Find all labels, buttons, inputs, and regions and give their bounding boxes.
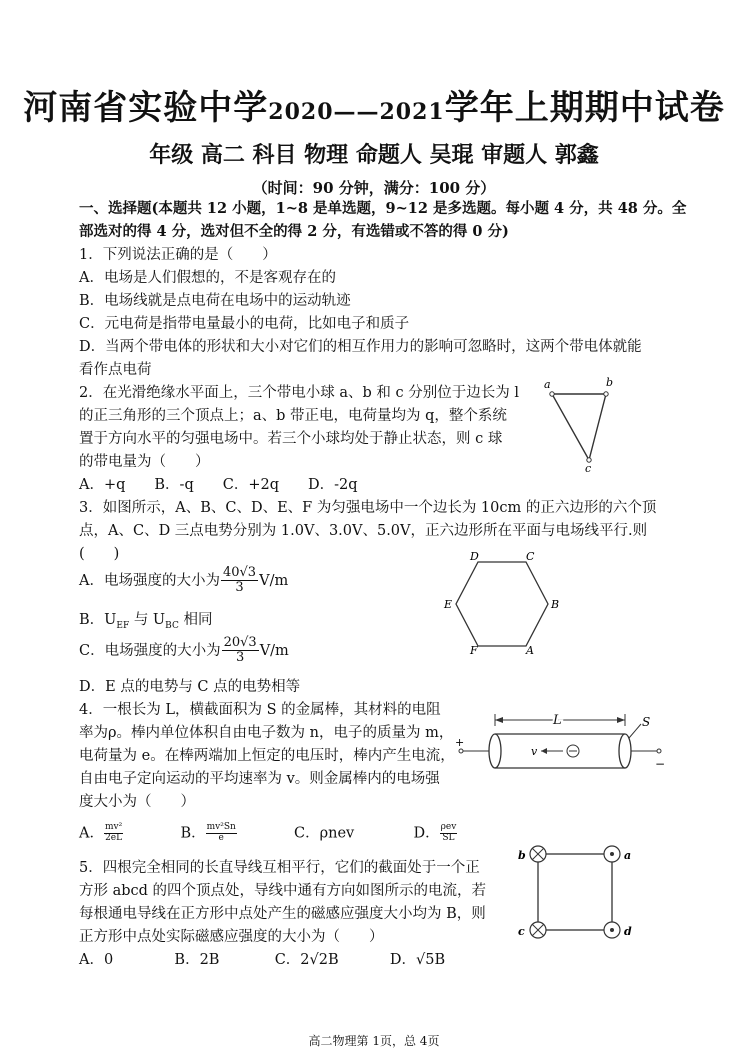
- label-c: c: [585, 462, 592, 474]
- label-F: F: [470, 644, 478, 657]
- q4-line3: 电荷量为 e。在棒两端加上恒定的电压时，棒内产生电流，: [79, 748, 455, 764]
- q4-a-fraction: $\frac{\text{mv²}}{2eL}$: [104, 822, 123, 843]
- exam-subtitle: 年级 高二 科目 物理 命题人 吴琨 审题人 郭鑫: [149, 142, 599, 168]
- title-school: 河南省实验中学: [23, 88, 269, 128]
- q3-option-a: A．电场强度的大小为 $\frac{40√3}{3}$ V/m: [79, 565, 289, 596]
- triangle-shape: [552, 394, 606, 460]
- q2-line1: 2．在光滑绝缘水平面上，三个带电小球 a、b 和 c 分别位于边长为 l: [79, 385, 519, 401]
- label-L: L: [553, 713, 562, 728]
- q4-line1: 4．一根长为 L，横截面积为 S 的金属棒，其材料的电阻: [79, 702, 441, 718]
- charge-a: [550, 392, 554, 396]
- title-year: 2020——2021: [268, 99, 445, 125]
- q5-options: A．0 B．2B C．2√2B D．√5B: [79, 952, 446, 968]
- q3-line2: 点，A、C、D 三点电势分别为 1.0V、3.0V、5.0V，正六边形所在平面与电场线平行.则: [79, 523, 648, 539]
- label-E: E: [444, 598, 453, 611]
- label-b: b: [518, 849, 526, 862]
- label-b: b: [606, 376, 614, 389]
- q3-a-fraction: $\frac{40√3}{3}$: [222, 565, 257, 596]
- q5-line2: 方形 abcd 的四个顶点处，导线中通有方向如图所示的电流，若: [79, 883, 487, 899]
- q3-hexagon-figure: [440, 548, 570, 658]
- q1-option-d-line2: 看作点电荷: [79, 362, 152, 378]
- q5-square-figure: [510, 840, 640, 950]
- square-abcd: [538, 854, 612, 930]
- q2-triangle-figure: [540, 374, 620, 474]
- q4-rod-figure: [455, 708, 670, 788]
- q3-c-fraction: $\frac{20√3}{3}$: [223, 635, 257, 666]
- label-S: S: [642, 715, 651, 729]
- label-c: c: [518, 925, 525, 938]
- q4-d-fraction: $\frac{\text{ρev}}{SL}$: [440, 822, 457, 843]
- label-C: C: [526, 550, 535, 563]
- q2-line3: 置于方向水平的匀强电场中。若三个小球均处于静止状态，则 c 球: [79, 431, 503, 447]
- q1-option-a: A．电场是人们假想的，不是客观存在的: [79, 270, 336, 286]
- q3-option-b: B．$U_{EF}$ 与 $U_{BC}$ 相同: [79, 612, 213, 631]
- q1-option-d-line1: D．当两个带电体的形状和大小对它们的相互作用力的影响可忽略时，这两个带电体就能: [79, 339, 642, 355]
- q5-line1: 5．四根完全相同的长直导线互相平行，它们的截面处于一个正: [79, 860, 480, 876]
- q1-stem: 1．下列说法正确的是（ ）: [79, 247, 277, 263]
- page-title: [0, 80, 748, 129]
- q4-line2: 率为ρ。棒内单位体积自由电子数为 n，电子的质量为 m，: [79, 725, 454, 741]
- plus-terminal: +: [455, 736, 465, 749]
- q1-option-b: B．电场线就是点电荷在电场中的运动轨迹: [79, 293, 351, 309]
- q5-line3: 每根通电导线在正方形中点处产生的磁感应强度大小均为 B，则: [79, 906, 486, 922]
- label-v: v: [531, 745, 538, 758]
- q2-options: A．+q B．-q C．+2q D．-2q: [79, 477, 358, 493]
- rod-left-end: [489, 734, 501, 768]
- title-term: 学年上期期中试卷: [444, 88, 725, 128]
- q3-option-d: D．E 点的电势与 C 点的电势相等: [79, 679, 301, 695]
- q1-option-c: C．元电荷是指带电量最小的电荷，比如电子和质子: [79, 316, 410, 332]
- label-D: D: [470, 550, 479, 563]
- charge-b: [604, 392, 608, 396]
- label-A: A: [526, 644, 534, 657]
- q4-options: A． $\frac{\text{mv²}}{2eL}$ B． $\frac{\text{mv²Sn}}{e}$ C．ρnev D． $\frac{\text{ρev}}{SL}$: [79, 822, 457, 843]
- q3-line3: ( ): [79, 546, 120, 562]
- q3-option-c: C．电场强度的大小为 $\frac{20√3}{3}$ V/m: [79, 635, 289, 666]
- rod-cross-section: [619, 734, 631, 768]
- label-a: a: [624, 849, 632, 862]
- q5-line4: 正方形中点处实际磁感应强度的大小为（ ）: [79, 929, 384, 945]
- q2-line2: 的正三角形的三个顶点上；a、b 带正电，电荷量均为 q，整个系统: [79, 408, 507, 424]
- exam-time-info: （时间：90 分钟，满分：100 分）: [252, 179, 496, 197]
- q2-line4: 的带电量为（ ）: [79, 454, 210, 470]
- section-heading-line1: 一、选择题(本题共 12 小题，1~8 是单选题，9~12 是多选题。每小题 4 分，共 48 分。全: [79, 200, 687, 217]
- q4-line4: 自由电子定向运动的平均速率为 v。则金属棒内的电场强: [79, 771, 440, 787]
- section-heading-line2: 部选对的得 4 分，选对但不全的得 2 分，有选错或不答的得 0 分): [79, 223, 509, 240]
- q4-b-fraction: $\frac{\text{mv²Sn}}{e}$: [206, 822, 236, 843]
- minus-terminal: −: [655, 757, 666, 771]
- q3-line1: 3．如图所示，A、B、C、D、E、F 为匀强电场中一个边长为 10cm 的正六边形的六个顶: [79, 500, 657, 516]
- label-B: B: [551, 598, 560, 611]
- page-footer: 高二物理第 1页，总 4页: [308, 1034, 440, 1048]
- q4-line5: 度大小为（ ）: [79, 794, 195, 810]
- hexagon-shape: [456, 562, 548, 646]
- label-d: d: [624, 925, 632, 938]
- label-a: a: [544, 378, 551, 391]
